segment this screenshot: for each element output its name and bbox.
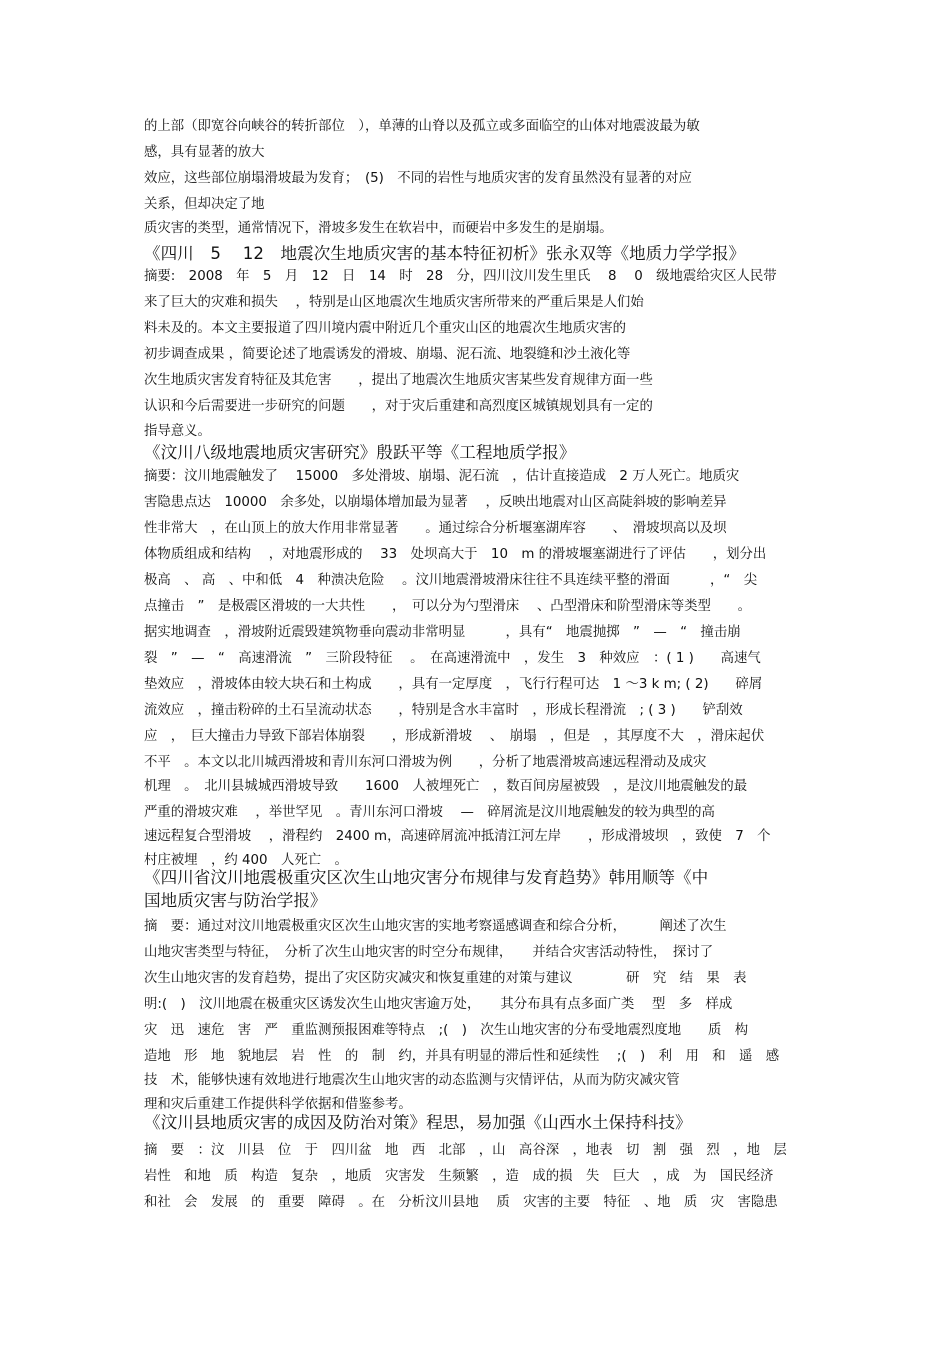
abstract-line: 料未及的。本文主要报道了四川境内震中附近几个重灾山区的地震次生地质灾害的 bbox=[144, 321, 627, 336]
entry-title: 《汶川县地质灾害的成因及防治对策》程思，易加强《山西水土保持科技》 bbox=[144, 1113, 692, 1132]
abstract-line: 山地灾害类型与特征， 分析了次生山地灾害的时空分布规律， 并结合灾害活动特性， 探讨了 bbox=[144, 945, 714, 960]
abstract-line: 极高 、 高 、中和低 4 种溃决危险 。汶川地震滑坡滑床往往不具连续平整的滑面 ，“ 尖 bbox=[144, 573, 758, 588]
intro-line: 感，具有显著的放大 bbox=[144, 145, 265, 160]
abstract-line: 指导意义。 bbox=[144, 424, 211, 439]
abstract-line: 性非常大 ，在山顶上的放大作用非常显著 。通过综合分析堰塞湖库容 、 滑坡坝高以及坝 bbox=[144, 521, 727, 536]
abstract-line: 技 术，能够快速有效地进行地震次生山地灾害的动态监测与灾情评估，从而为防灾减灾管 bbox=[144, 1073, 680, 1088]
abstract-line: 摘 要：通过对汶川地震极重灾区次生山地灾害的实地考察遥感调查和综合分析， 阐述了次生 bbox=[144, 919, 727, 934]
intro-line: 关系，但却决定了地 bbox=[144, 197, 265, 212]
abstract-line: 据实地调查 ，滑坡附近震毁建筑物垂向震动非常明显 ，具有“ 地震抛掷 ” — “ 撞击崩 bbox=[144, 625, 741, 640]
abstract-line: 理和灾后重建工作提供科学依据和借鉴参考。 bbox=[144, 1097, 412, 1112]
abstract-line: 不平 。本文以北川城西滑坡和青川东河口滑坡为例 ，分析了地震滑坡高速远程滑动及成灾 bbox=[144, 755, 707, 770]
abstract-line: 体物质组成和结构 ，对地震形成的 33 处坝高大于 10 m 的滑坡堰塞湖进行了评估 ，划分出 bbox=[144, 547, 767, 562]
abstract-line: 来了巨大的灾难和损失 ，特别是山区地震次生地质灾害所带来的严重后果是人们始 bbox=[144, 295, 644, 310]
abstract-line: 摘 要 ：汶 川县 位 于 四川盆 地 西 北部 ，山 高谷深 ，地表 切 割 强 烈 ，地 层 bbox=[144, 1143, 787, 1158]
abstract-line: 应 ， 巨大撞击力导致下部岩体崩裂 ，形成新滑坡 、 崩塌 ，但是 ，其厚度不大 ，滑床起伏 bbox=[144, 729, 765, 744]
abstract-line: 摘要：汶川地震触发了 15000 多处滑坡、崩塌、泥石流 ，估计直接造成 2 万人死亡。地质灾 bbox=[144, 469, 740, 484]
abstract-line: 点撞击 ” 是极震区滑坡的一大共性 ， 可以分为勺型滑床 、凸型滑床和阶型滑床等类型 。 bbox=[144, 599, 752, 614]
abstract-line: 岩性 和地 质 构造 复杂 ，地质 灾害发 生频繁 ，造 成的损 失 巨大 ，成 为 国民经济 bbox=[144, 1169, 774, 1184]
abstract-line: 次生山地灾害的发育趋势，提出了灾区防灾减灾和恢复重建的对策与建议 研 究 结 果 表 bbox=[144, 971, 747, 986]
abstract-line: 严重的滑坡灾难 ，举世罕见 。青川东河口滑坡 — 碎屑流是汶川地震触发的较为典型的高 bbox=[144, 805, 715, 820]
abstract-line: 村庄被埋 ，约 400 人死亡 。 bbox=[144, 853, 348, 868]
abstract-line: 裂 ” — “ 高速滑流 ” 三阶段特征 。 在高速滑流中 ，发生 3 种效应 ：( 1 ) 高速气 bbox=[144, 651, 761, 666]
abstract-line: 次生地质灾害发育特征及其危害 ，提出了地震次生地质灾害某些发育规律方面一些 bbox=[144, 373, 653, 388]
intro-line: 的上部（即宽谷向峡谷的转折部位 ），单薄的山脊以及孤立或多面临空的山体对地震波最为敏 bbox=[144, 119, 700, 134]
abstract-line: 初步调查成果 ，简要论述了地震诱发的滑坡、崩塌、泥石流、地裂缝和沙土液化等 bbox=[144, 347, 631, 362]
abstract-line: 速远程复合型滑坡 ，滑程约 2400 m，高速碎屑流冲抵清江河左岸 ，形成滑坡坝 ，致使 7 个 bbox=[144, 829, 771, 844]
abstract-line: 和社 会 发展 的 重要 障碍 。在 分析汶川县地 质 灾害的主要 特征 、地 质 灾 害隐患 bbox=[144, 1195, 778, 1210]
abstract-line: 明:( ) 汶川地震在极重灾区诱发次生山地灾害逾万处， 其分布具有点多面广类 型 多 样成 bbox=[144, 997, 733, 1012]
entry-title: 《汶川八级地震地质灾害研究》殷跃平等《工程地质学报》 bbox=[144, 443, 576, 462]
abstract-line: 造地 形 地 貌地层 岩 性 的 制 约，并具有明显的滞后性和延续性 ;( ) 利 用 和 遥 感 bbox=[144, 1049, 780, 1064]
abstract-line: 垫效应 ，滑坡体由较大块石和土构成 ，具有一定厚度 ，飞行行程可达 1 ～3 k m; ( 2) 碎屑 bbox=[144, 677, 763, 692]
entry-title: 国地质灾害与防治学报》 bbox=[144, 891, 327, 910]
abstract-line: 认识和今后需要进一步研究的问题 ，对于灾后重建和高烈度区城镇规划具有一定的 bbox=[144, 399, 653, 414]
abstract-line: 灾 迅 速危 害 严 重监测预报困难等特点 ;( ) 次生山地灾害的分布受地震烈度地 质 构 bbox=[144, 1023, 749, 1038]
intro-line: 质灾害的类型，通常情况下，滑坡多发生在软岩中，而硬岩中多发生的是崩塌。 bbox=[144, 221, 613, 236]
abstract-line: 流效应 ，撞击粉碎的土石呈流动状态 ，特别是含水丰富时 ，形成长程滑流 ; ( 3 ) 铲刮效 bbox=[144, 703, 743, 718]
entry-title: 《四川 5 12 地震次生地质灾害的基本特征初析》张永双等《地质力学学报》 bbox=[144, 244, 746, 263]
intro-line: 效应，这些部位崩塌滑坡最为发育； (5) 不同的岩性与地质灾害的发育虽然没有显著的对应 bbox=[144, 171, 692, 186]
abstract-line: 害隐患点达 10000 余多处，以崩塌体增加最为显著 ，反映出地震对山区高陡斜坡的影响差异 bbox=[144, 495, 727, 510]
entry-title: 《四川省汶川地震极重灾区次生山地灾害分布规律与发育趋势》韩用顺等《中 bbox=[144, 868, 709, 887]
abstract-line: 摘要: 2008 年 5 月 12 日 14 时 28 分，四川汶川发生里氏 8 0 级地震给灾区人民带 bbox=[144, 269, 777, 284]
abstract-line: 机理 。 北川县城城西滑坡导致 1600 人被埋死亡 ，数百间房屋被毁 ，是汶川地震触发的最 bbox=[144, 779, 748, 794]
